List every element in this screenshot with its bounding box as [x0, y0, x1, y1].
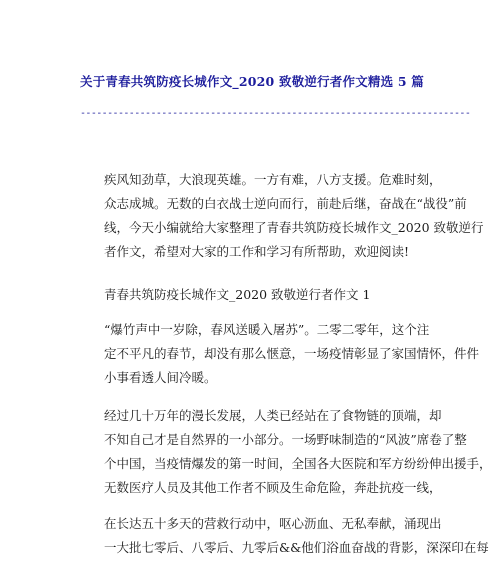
section-heading: [104, 283, 440, 307]
paragraph-line: 经过几十万年的漫长发展，人类已经站在了食物链的顶端，却: [104, 408, 442, 423]
section-heading-text: 青春共筑防疫长城作文_2020 致敬逆行者作文 1: [104, 287, 371, 302]
paragraph-body: [80, 318, 480, 390]
paragraph-line: 疾风知劲草，大浪现英雄。一方有难，八方支援。危难时刻，: [104, 172, 442, 187]
paragraph-body: [80, 404, 492, 500]
paragraph-line: 定不平凡的春节，却没有那么惬意，一场疫情彰显了家国情怀，件件: [104, 346, 480, 361]
paragraph-line: 个中国，当疫情爆发的第一时间，全国各大医院和军方纷纷伸出援手，: [104, 456, 492, 471]
paragraph-line: “爆竹声中一岁除，春风送暖入屠苏”。二零二零年，这个注: [104, 322, 430, 337]
paragraph-line: 一大批七零后、八零后、九零后&&他们浴血奋战的背影，深深印在每: [104, 540, 489, 555]
paragraph-line: 无数医疗人员及其他工作者不顾及生命危险，奔赴抗疫一线，: [104, 480, 442, 495]
paragraph-body: [80, 512, 489, 560]
paragraph-line: 不知自己才是自然界的一小部分。一场野味制造的“风波”席卷了整: [104, 432, 467, 447]
document-title: 关于青春共筑防疫长城作文_2020 致敬逆行者作文精选 5 篇: [80, 74, 424, 89]
title-separator: ------------------------------------------------------------------------: [80, 108, 471, 119]
paragraph-line: 在长达五十多天的营救行动中，呕心沥血、无私奉献，涌现出: [104, 516, 442, 531]
paragraph-line: 线，今天小编就给大家整理了青春共筑防疫长城作文_2020 致敬逆行: [104, 220, 484, 235]
paragraph-line: 众志成城。无数的白衣战士逆向而行，前赴后继，奋战在“战役”前: [104, 196, 467, 211]
paragraph-line: 小事看透人间冷暖。: [104, 370, 217, 385]
paragraph-intro: [80, 168, 484, 264]
paragraph-line: 者作文，希望对大家的工作和学习有所帮助，欢迎阅读!: [104, 244, 410, 259]
